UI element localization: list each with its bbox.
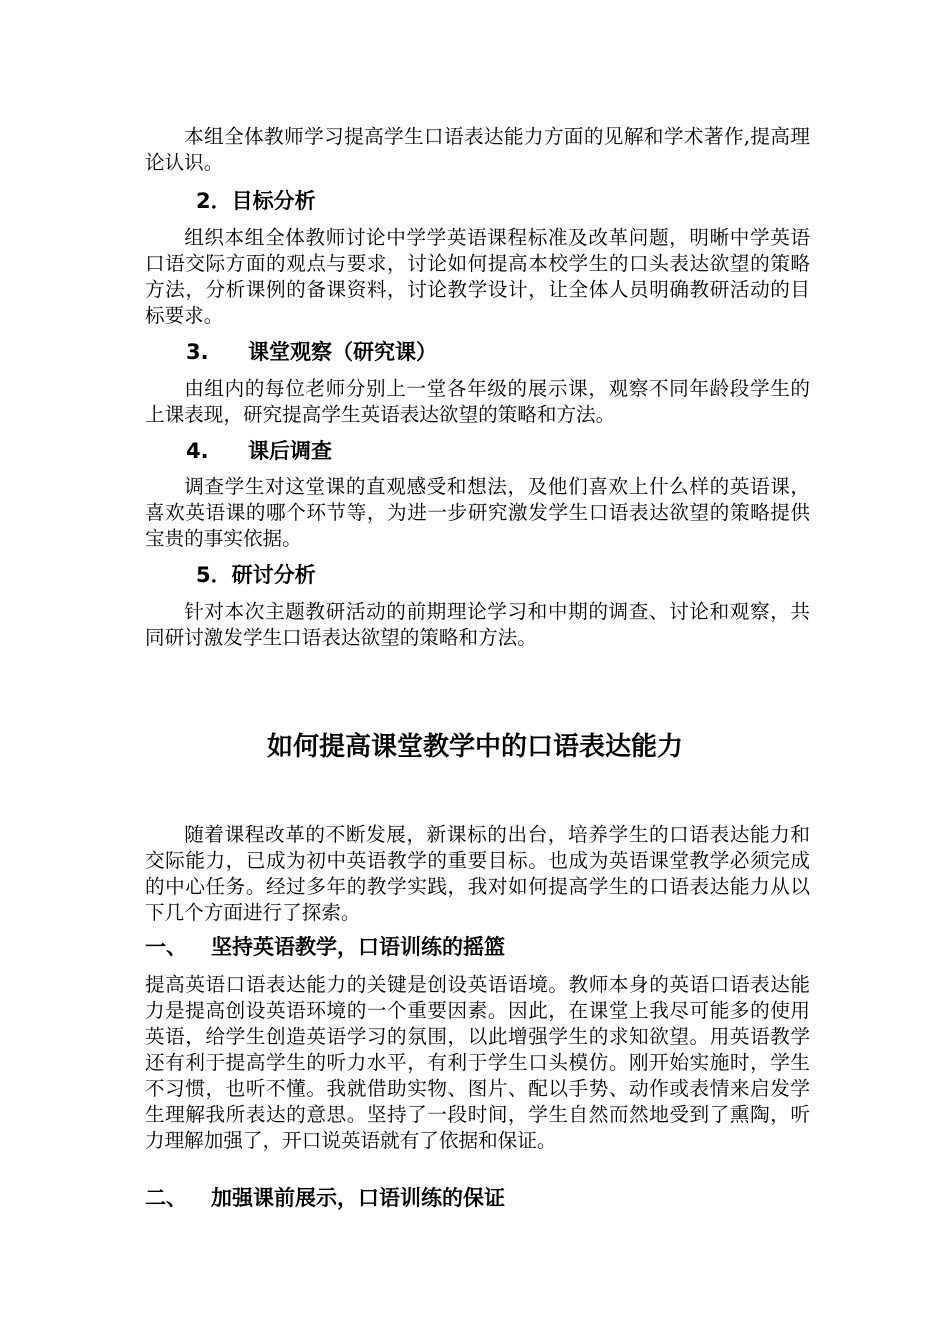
heading-number: 5． — [196, 563, 232, 587]
heading-number: 一、 — [145, 935, 187, 959]
heading-text: 目标分析 — [231, 189, 316, 213]
heading-goal-analysis — [196, 187, 316, 215]
paragraph-discussion-analysis: 针对本次主题教研活动的前期理论学习和中期的调查、讨论和观察，共同研讨激发学生口语表达欲望的策略和方法。 — [145, 600, 810, 649]
heading-text: 课后调查 — [248, 439, 332, 463]
heading-discussion-analysis — [196, 561, 316, 589]
section-heading-2 — [145, 1184, 505, 1212]
paragraph-post-class-survey: 调查学生对这堂课的直观感受和想法，及他们喜欢上什么样的英语课，喜欢英语课的哪个环节等，为进一步研究激发学生口语表达欲望的策略提供宝贵的事实依据。 — [145, 475, 810, 550]
section-heading-1 — [145, 933, 505, 961]
heading-text: 坚持英语教学，口语训练的摇篮 — [211, 935, 505, 959]
paragraph-theory-study: 本组全体教师学习提高学生口语表达能力方面的见解和学术著作,提高理论认识。 — [145, 125, 810, 174]
heading-number: 2． — [196, 189, 232, 213]
heading-number: 4. — [186, 439, 209, 463]
paragraph-section-1: 提高英语口语表达能力的关键是创设英语语境。教师本身的英语口语表达能力是提高创设英语环境的一个重要因素。因此，在课堂上我尽可能多的使用英语，给学生创造英语学习的氛围，以此增强学生的求知欲望。用英语教学还有利于提高学生的听力水平，有利于学生口头模仿。刚开始实施时，学生不习惯，也听不懂。我就借助实物、图片、配以手势、动作或表情来启发学生理解我所表达的意思。坚持了一段时间，学生自然而然地受到了熏陶，听力理解加强了，开口说英语就有了依据和保证。 — [145, 973, 810, 1152]
heading-text: 加强课前展示，口语训练的保证 — [211, 1186, 505, 1210]
heading-number: 二、 — [145, 1186, 187, 1210]
article-title: 如何提高课堂教学中的口语表达能力 — [266, 732, 683, 762]
paragraph-classroom-observation: 由组内的每位老师分别上一堂各年级的展示课，观察不同年龄段学生的上课表现，研究提高学生英语表达欲望的策略和方法。 — [145, 377, 810, 426]
heading-text: 研讨分析 — [231, 563, 316, 587]
paragraph-introduction: 随着课程改革的不断发展，新课标的出台，培养学生的口语表达能力和交际能力，已成为初中英语教学的重要目标。也成为英语课堂教学必须完成的中心任务。经过多年的教学实践，我对如何提高学生的口语表达能力从以下几个方面进行了探索。 — [145, 823, 810, 924]
heading-number: 3. — [186, 340, 209, 364]
heading-classroom-observation — [186, 338, 437, 366]
heading-text: 课堂观察（研究课） — [248, 340, 437, 364]
paragraph-goal-analysis: 组织本组全体教师讨论中学学英语课程标准及改革问题，明晰中学英语口语交际方面的观点与要求，讨论如何提高本校学生的口头表达欲望的策略方法，分析课例的备课资料，讨论教学设计，让全体人员明确教研活动的目标要求。 — [145, 226, 810, 327]
heading-post-class-survey — [186, 437, 332, 465]
